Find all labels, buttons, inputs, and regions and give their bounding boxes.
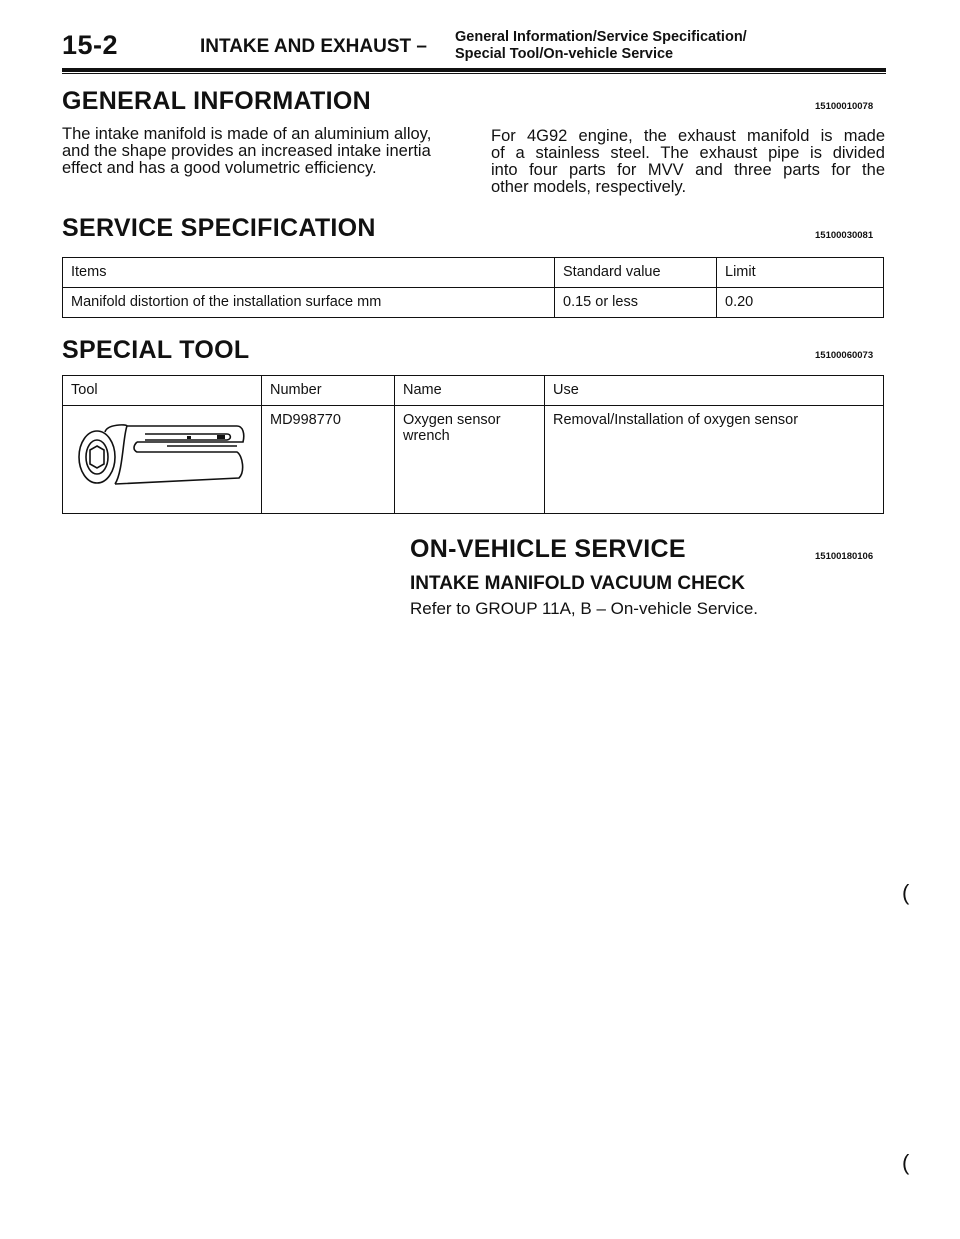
reference-text: Refer to GROUP 11A, B – On-vehicle Service. bbox=[410, 599, 759, 618]
tool-use: Removal/Installation of oxygen sensor bbox=[545, 406, 884, 514]
page-number: 15-2 bbox=[62, 30, 119, 60]
service-specification-code: 15100030081 bbox=[815, 230, 874, 241]
tool-name-line2: wrench bbox=[403, 428, 450, 444]
general-information-heading: GENERAL INFORMATION bbox=[62, 87, 371, 115]
general-info-left-column bbox=[62, 126, 462, 177]
general-info-right-line: For 4G92 engine, the exhaust manifold is made bbox=[491, 127, 885, 145]
spec-header-standard: Standard value bbox=[555, 258, 717, 288]
general-info-right-line: of a stainless steel. The exhaust pipe is divided bbox=[491, 144, 885, 162]
on-vehicle-service-heading: ON-VEHICLE SERVICE bbox=[410, 535, 686, 563]
margin-mark: ( bbox=[902, 880, 910, 905]
spec-header-items: Items bbox=[63, 258, 555, 288]
general-info-left-line: and the shape provides an increased intake inertia bbox=[62, 142, 431, 160]
tool-header-tool: Tool bbox=[63, 376, 262, 406]
spec-standard-value: 0.15 or less bbox=[555, 288, 717, 318]
tool-header-name: Name bbox=[395, 376, 545, 406]
section-subtitle-line1: General Information/Service Specification/ bbox=[455, 29, 747, 45]
general-info-left-line: effect and has a good volumetric efficiency. bbox=[62, 159, 377, 177]
tool-name bbox=[395, 406, 545, 514]
service-specification-table bbox=[62, 257, 884, 318]
tool-header-use: Use bbox=[545, 376, 884, 406]
intake-manifold-vacuum-check-heading: INTAKE MANIFOLD VACUUM CHECK bbox=[410, 573, 745, 594]
spec-row bbox=[63, 288, 884, 318]
tool-name-line1: Oxygen sensor bbox=[403, 412, 501, 428]
general-info-right-column bbox=[491, 128, 885, 196]
margin-mark: ( bbox=[902, 1150, 910, 1175]
oxygen-sensor-wrench-icon bbox=[67, 412, 247, 492]
tool-illustration-cell bbox=[63, 406, 262, 514]
special-tool-code: 15100060073 bbox=[815, 350, 874, 361]
general-information-code: 15100010078 bbox=[815, 101, 874, 112]
general-info-left-line: The intake manifold is made of an aluminium alloy, bbox=[62, 125, 432, 143]
header-rule-thin bbox=[62, 73, 886, 74]
special-tool-heading: SPECIAL TOOL bbox=[62, 336, 250, 364]
tool-row bbox=[63, 406, 884, 514]
on-vehicle-service-code: 15100180106 bbox=[815, 551, 874, 562]
service-specification-heading: SERVICE SPECIFICATION bbox=[62, 214, 376, 242]
spec-limit: 0.20 bbox=[717, 288, 884, 318]
spec-header-row bbox=[63, 258, 884, 288]
tool-header-number: Number bbox=[262, 376, 395, 406]
spec-item: Manifold distortion of the installation surface mm bbox=[63, 288, 555, 318]
spec-header-limit: Limit bbox=[717, 258, 884, 288]
chapter-title: INTAKE AND EXHAUST – bbox=[200, 36, 427, 57]
special-tool-table bbox=[62, 375, 884, 514]
general-info-right-line: into four parts for MVV and three parts for the bbox=[491, 161, 885, 179]
general-info-right-line: other models, respectively. bbox=[491, 178, 687, 196]
header-rule bbox=[62, 68, 886, 72]
tool-header-row bbox=[63, 376, 884, 406]
section-subtitle-line2: Special Tool/On-vehicle Service bbox=[455, 46, 674, 62]
tool-number: MD998770 bbox=[262, 406, 395, 514]
